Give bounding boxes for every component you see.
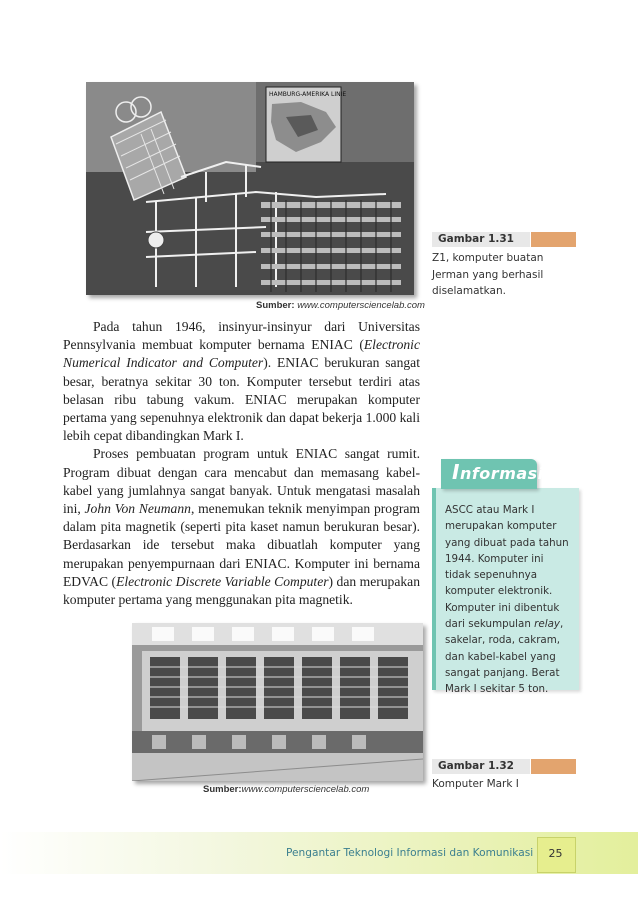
source-label: Sumber: — [256, 300, 295, 311]
mark-i-photo — [132, 623, 423, 781]
info-title-initial: I — [452, 460, 460, 484]
caption-accent-strip — [531, 759, 576, 774]
footer-book-title: Pengantar Teknologi Informasi dan Komunikasi — [286, 847, 534, 859]
info-text: ASCC atau Mark I merupakan komputer yang dibuat pada tahun 1944. Komputer ini tidak sepenuhnya komputer elektronik. Komputer ini dibentuk dari sekumpulan relay, sakelar, roda, cakram, dan kabel-kabel yang sangat panjang. Berat Mark I sekitar 5 ton. — [445, 504, 569, 696]
source-label: Sumber: — [203, 784, 242, 795]
source-url: www.computersciencelab.com — [297, 300, 425, 311]
paragraph-edvac: Proses pembuatan program untuk ENIAC sangat rumit. Program dibuat dengan cara mencabut dan memasang kabel-kabel yang jumlahnya sangat banyak. Untuk mengatasi masalah ini, John Von Neumann, menemukan teknik menyimpan program dalam pita magnetik (seperti pita kaset namun berukuran besar). Berdasarkan ide tersebut maka dibuatlah komputer yang merupakan penyempurnaan dari ENIAC. Komputer ini bernama EDVAC (Electronic Discrete Variable Computer) dan merupakan komputer pertama yang menggunakan pita magnetik. — [63, 446, 421, 608]
poster-text: HAMBURG-AMERIKA LINIE — [269, 91, 347, 98]
caption-line: Z1, komputer buatan — [432, 252, 544, 264]
z1-computer-photo — [86, 82, 414, 295]
main-text — [63, 318, 420, 609]
figure1-caption-label: Gambar 1.31 — [432, 232, 530, 247]
figure2-caption: Komputer Mark I — [432, 778, 519, 790]
figure1-caption — [432, 250, 543, 300]
figure1-source — [256, 300, 425, 311]
info-title — [452, 460, 544, 484]
caption-line: Jerman yang berhasil — [432, 268, 544, 281]
figure2-source — [203, 784, 369, 795]
paragraph-eniac: Pada tahun 1946, insinyur-insinyur dari Universitas Pennsylvania membuat komputer bernama ENIAC (Electronic Numerical Indicator and Computer). ENIAC berukuran sangat besar, beratnya sekitar 30 ton. Komputer tersebut terdiri atas belasan ribu tabung vakum. ENIAC merupakan komputer pertama yang sepenuhnya elektronik dan dapat bekerja 1.000 kali lebih cepat dibandingkan Mark I. — [63, 319, 420, 444]
figure2-caption-label: Gambar 1.32 — [432, 759, 530, 774]
caption-accent-strip — [531, 232, 576, 247]
page-number: 25 — [548, 847, 563, 860]
info-title-rest: nformasi — [459, 464, 544, 483]
source-url: www.computersciencelab.com — [241, 784, 370, 795]
caption-line: diselamatkan. — [432, 285, 506, 297]
